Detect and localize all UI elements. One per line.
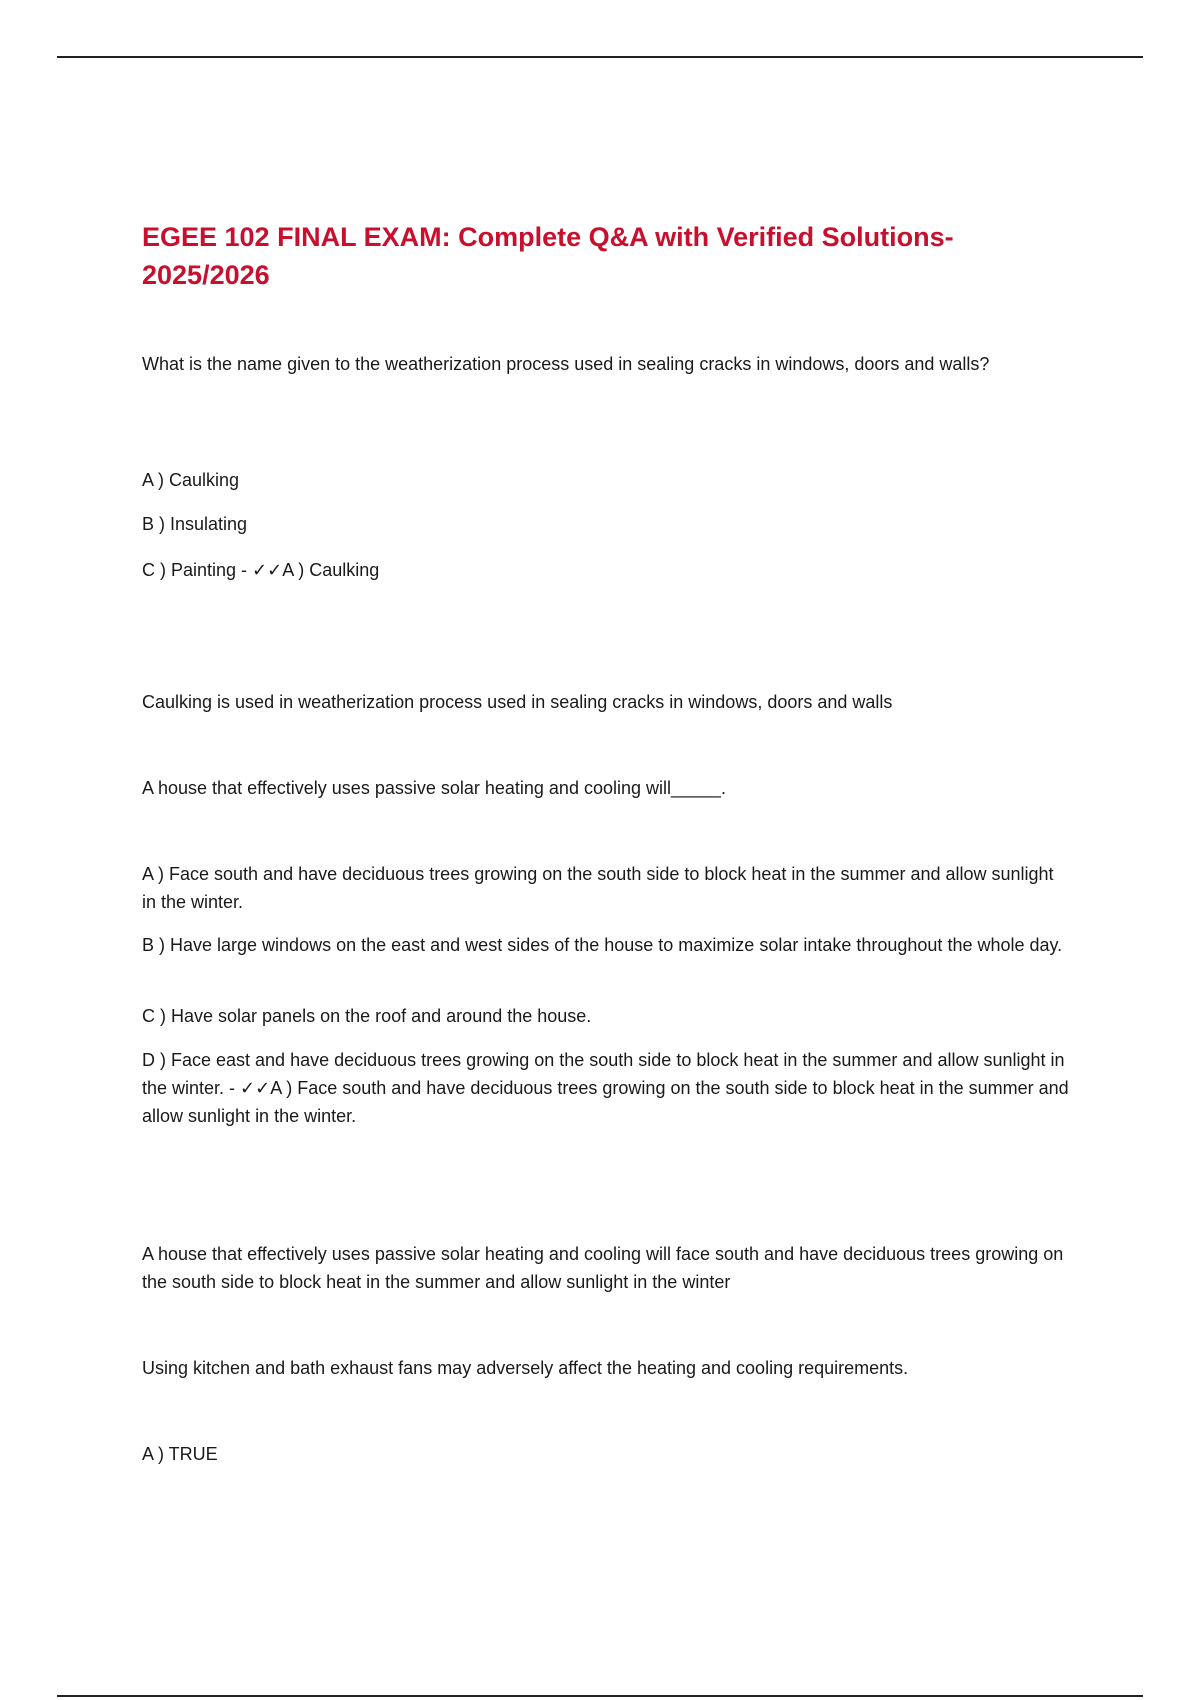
q2-option-b: B ) Have large windows on the east and west sides of the house to maximize solar intake throughout the whole day.: [142, 935, 1063, 955]
q1-option-b: B ) Insulating: [142, 514, 248, 534]
q1-question: What is the name given to the weatherization process used in sealing cracks in windows, doors and walls?: [142, 354, 990, 374]
q3-option-a: A ) TRUE: [142, 1444, 218, 1464]
bottom-rule: [57, 1695, 1143, 1697]
q2-option-a: A ) Face south and have deciduous trees growing on the south side to block heat in the summer and allow sunlight in the winter.: [142, 864, 1054, 912]
q1-option-c-answer: C ) Painting - ✓✓A ) Caulking: [142, 560, 380, 580]
q3-question: Using kitchen and bath exhaust fans may adversely affect the heating and cooling requirements.: [142, 1358, 909, 1378]
q2-explanation: A house that effectively uses passive solar heating and cooling will face south and have deciduous trees growing on the south side to block heat in the summer and allow sunlight in the winter: [142, 1244, 1064, 1292]
q2-option-c: C ) Have solar panels on the roof and around the house.: [142, 1006, 592, 1026]
q2-option-d-answer: D ) Face east and have deciduous trees growing on the south side to block heat in the summer and allow sunlight in the winter. - ✓✓A ) Face south and have deciduous trees growing on the south side to block heat in the summer and allow sunlight in the winter.: [142, 1050, 1069, 1126]
q1-explanation: Caulking is used in weatherization process used in sealing cracks in windows, doors and walls: [142, 692, 893, 712]
top-rule: [57, 56, 1143, 58]
document-title: EGEE 102 FINAL EXAM: Complete Q&A with Verified Solutions- 2025/2026: [142, 222, 954, 290]
q2-question: A house that effectively uses passive solar heating and cooling will_____.: [142, 778, 727, 798]
q1-option-a: A ) Caulking: [142, 470, 240, 490]
